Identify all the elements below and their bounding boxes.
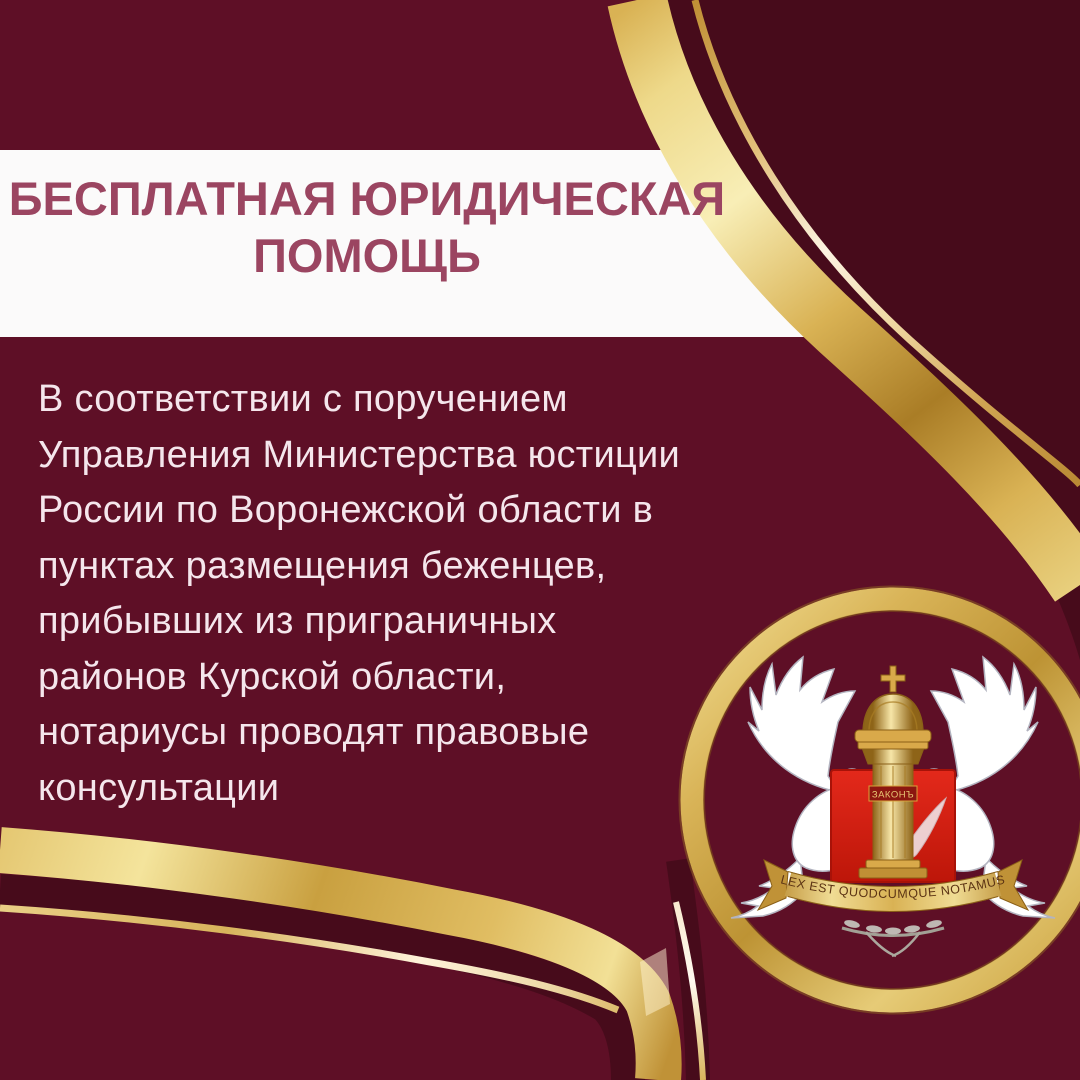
law-plaque-text: ЗАКОНЪ — [871, 789, 915, 801]
body-text-line: России по Воронежской области в — [38, 489, 654, 531]
body-text-line: пунктах размещения беженцев, — [38, 544, 607, 587]
body-text-line: районов Курской области, — [38, 655, 507, 698]
body-text-line: Управления Министерства юстиции — [38, 433, 681, 476]
title-block — [0, 170, 734, 284]
body-text — [38, 372, 680, 816]
body-text-line: прибывших из приграничных — [38, 600, 557, 642]
poster-title-line-2: ПОМОЩЬ — [253, 229, 481, 282]
poster-title-line-1: БЕСПЛАТНАЯ ЮРИДИЧЕСКАЯ — [8, 172, 726, 225]
emblem-motto: LEX EST QUODCUMQUE NOTAMUS — [779, 872, 1007, 902]
body-text-line: консультации — [38, 766, 280, 809]
body-text-line: нотариусы проводят правовые — [38, 711, 590, 753]
body-text-line: В соответствии с поручением — [38, 378, 568, 420]
